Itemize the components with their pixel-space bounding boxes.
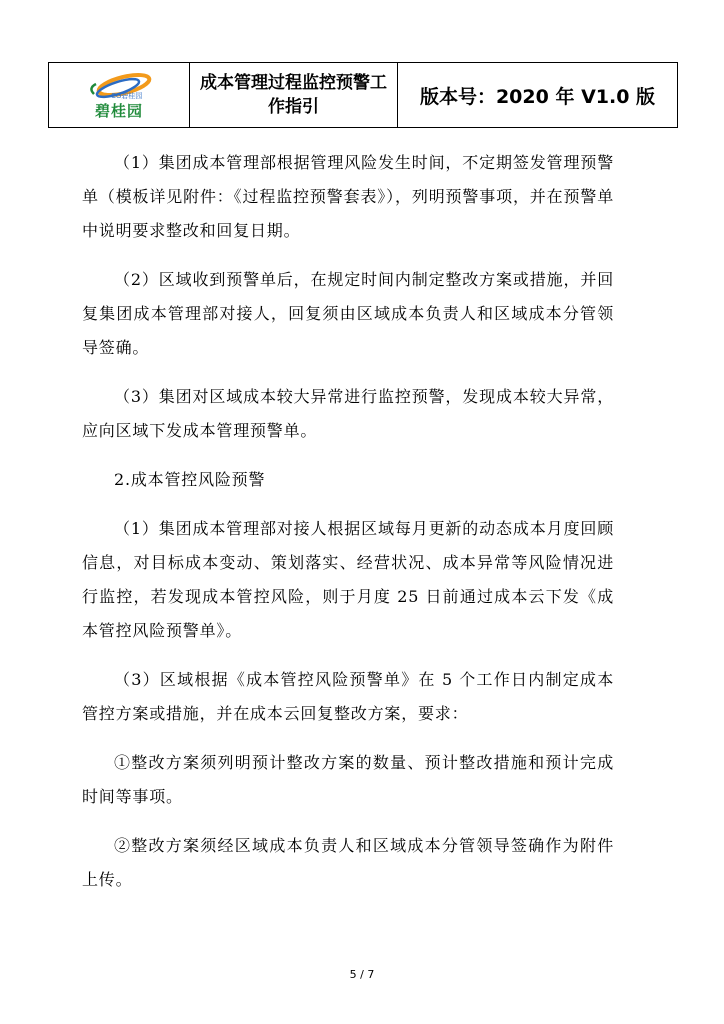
logo-name: 碧桂园	[94, 101, 143, 120]
paragraph: （1）集团成本管理部对接人根据区域每月更新的动态成本月度回顾信息，对目标成本变动、策划落实、经营状况、成本异常等风险情况进行监控，若发现成本管控风险，则于月度 25 日前通过成本云下发《成本管控风险预警单》。	[82, 519, 614, 640]
paragraph: ①整改方案须列明预计整改方案的数量、预计整改措施和预计完成时间等事项。	[82, 753, 614, 806]
paragraph: （3）区域根据《成本管控风险预警单》在 5 个工作日内制定成本管控方案或措施，并在成本云回复整改方案，要求：	[82, 670, 614, 723]
paragraph: （1）集团成本管理部根据管理风险发生时间，不定期签发管理预警单（模板详见附件：《过程监控预警套表》），列明预警事项，并在预警单中说明要求整改和回复日期。	[82, 153, 614, 240]
country-garden-logo-icon	[84, 70, 154, 102]
document-header-table	[48, 62, 678, 128]
document-body	[82, 146, 614, 897]
paragraph: （2）区域收到预警单后，在规定时间内制定整改方案或措施，并回复集团成本管理部对接人，回复须由区域成本负责人和区域成本分管领导签确。	[82, 270, 614, 357]
paragraph: ②整改方案须经区域成本负责人和区域成本分管领导签确作为附件上传。	[82, 836, 614, 889]
page-number: 5 / 7	[349, 968, 375, 981]
document-title: 成本管理过程监控预警工作指引	[190, 63, 398, 127]
logo-cell	[49, 63, 190, 127]
version-label: 版本号：2020 年 V1.0 版	[419, 85, 656, 108]
section-heading: 2.成本管控风险预警	[114, 470, 266, 489]
paragraph: （3）集团对区域成本较大异常进行监控预警，发现成本较大异常，应向区域下发成本管理预警单。	[82, 387, 614, 440]
logo-small-text: CG碧桂园	[111, 91, 143, 100]
